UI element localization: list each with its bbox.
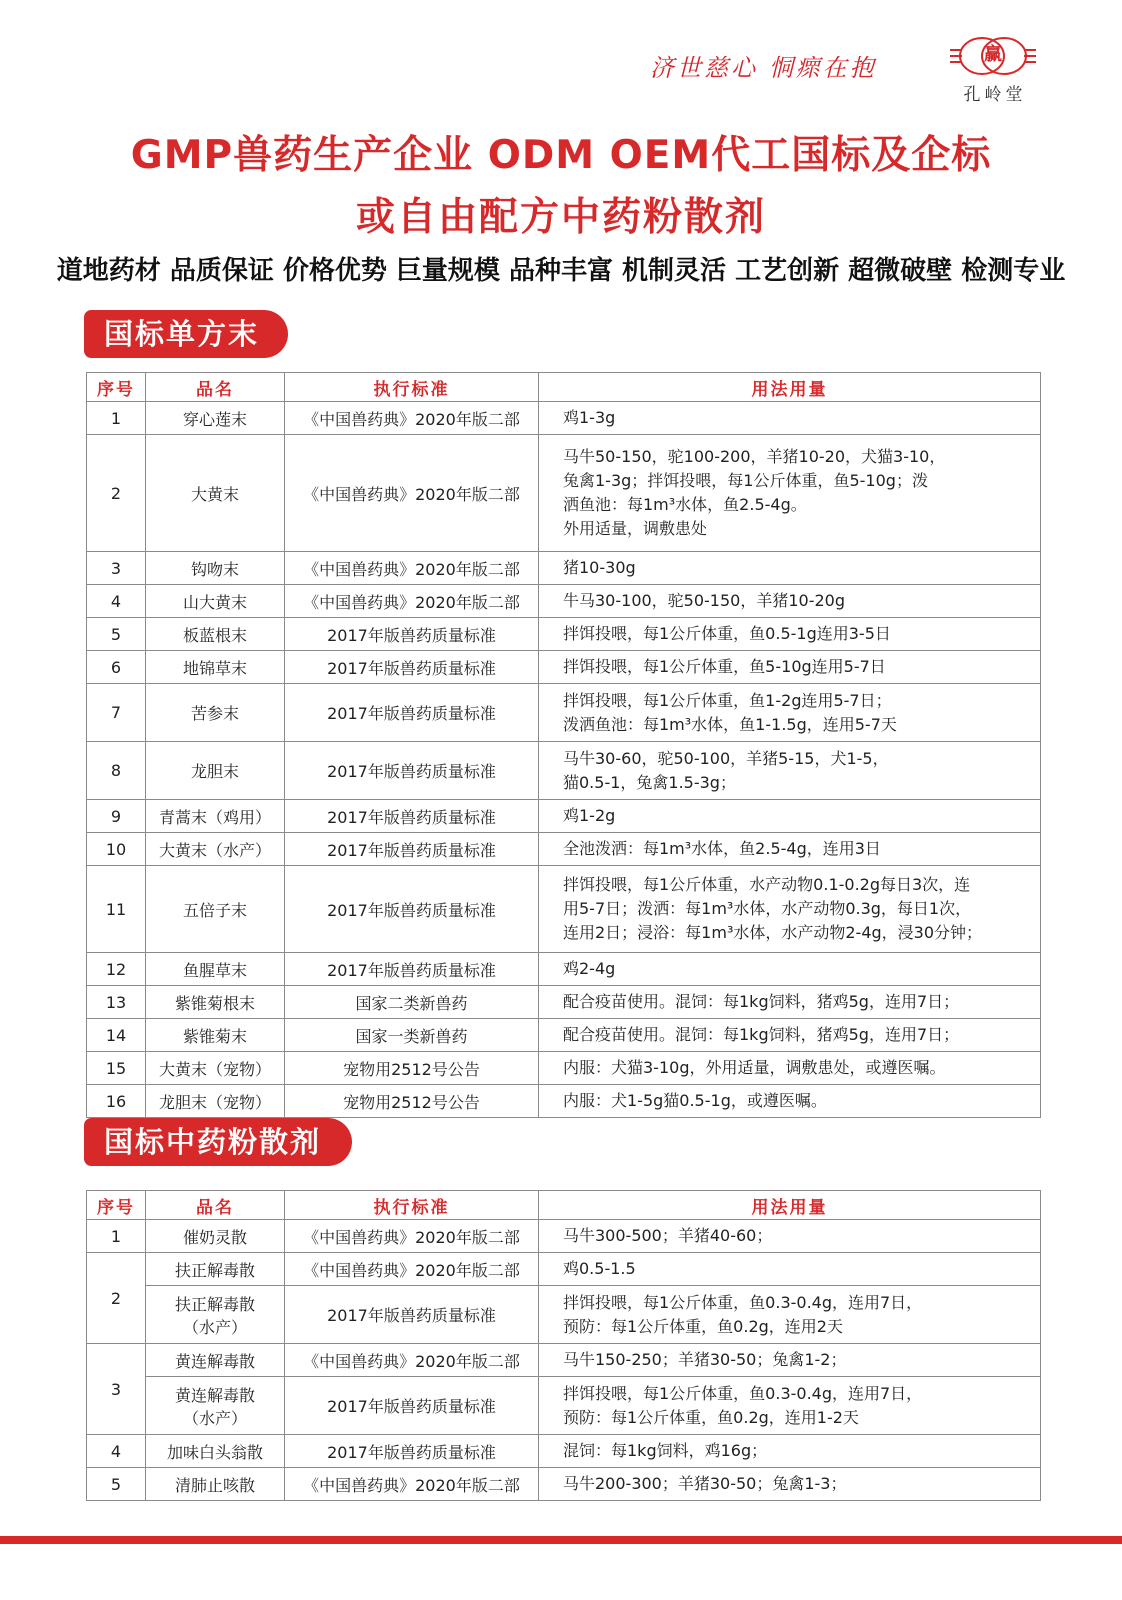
cell-standard: 2017年版兽药质量标准 [285, 833, 539, 866]
cell-name: 加味白头翁散 [146, 1435, 285, 1468]
cell-usage: 鸡2-4g [539, 953, 1041, 986]
cell-standard: 国家一类新兽药 [285, 1019, 539, 1052]
cell-usage: 马牛300-500；羊猪40-60； [539, 1220, 1041, 1253]
cell-no: 6 [87, 651, 146, 684]
table-row [87, 866, 1041, 953]
cell-name: 龙胆末（宠物） [146, 1085, 285, 1118]
cell-no: 4 [87, 1435, 146, 1468]
cell-usage: 马牛200-300；羊猪30-50；兔禽1-3； [539, 1468, 1041, 1501]
cell-name: 穿心莲末 [146, 402, 285, 435]
cell-no: 4 [87, 585, 146, 618]
brand-logo [948, 34, 1038, 110]
column-header-usage: 用法用量 [539, 1191, 1041, 1220]
table-row [87, 1286, 1041, 1344]
table-row [87, 435, 1041, 552]
table-row [87, 742, 1041, 800]
cell-name: 黄连解毒散 [146, 1344, 285, 1377]
feature-tagline: 道地药材 品质保证 价格优势 巨量规模 品种丰富 机制灵活 工艺创新 超微破壁 检测专业 [56, 256, 1066, 286]
logo-brand-name: 孔岭堂 [963, 85, 1027, 105]
bottom-accent-bar [0, 1536, 1122, 1544]
cell-usage: 鸡1-3g [539, 402, 1041, 435]
cell-usage: 拌饵投喂，每1公斤体重，鱼0.3-0.4g，连用7日， 预防：每1公斤体重，鱼0.2g，连用2天 [539, 1286, 1041, 1344]
cell-no: 5 [87, 618, 146, 651]
cell-standard: 《中国兽药典》2020年版二部 [285, 552, 539, 585]
cell-name: 青蒿末（鸡用） [146, 800, 285, 833]
cell-no: 5 [87, 1468, 146, 1501]
cell-no: 2 [87, 1253, 146, 1344]
cell-name: 清肺止咳散 [146, 1468, 285, 1501]
cell-usage: 马牛150-250；羊猪30-50；兔禽1-2； [539, 1344, 1041, 1377]
cell-usage: 拌饵投喂，每1公斤体重，水产动物0.1-0.2g每日3次，连 用5-7日；泼洒：每1m³水体，水产动物0.3g，每日1次， 连用2日；浸浴：每1m³水体，水产动物2-4g，浸30分钟； [539, 866, 1041, 953]
cell-name: 紫锥菊根末 [146, 986, 285, 1019]
cell-no: 7 [87, 684, 146, 742]
cell-no: 13 [87, 986, 146, 1019]
cell-no: 1 [87, 402, 146, 435]
cell-usage: 混饲：每1kg饲料，鸡16g； [539, 1435, 1041, 1468]
cell-standard: 2017年版兽药质量标准 [285, 800, 539, 833]
cell-name: 地锦草末 [146, 651, 285, 684]
column-header-standard: 执行标准 [285, 1191, 539, 1220]
column-header-no: 序号 [87, 1191, 146, 1220]
cell-standard: 《中国兽药典》2020年版二部 [285, 1253, 539, 1286]
cell-standard: 2017年版兽药质量标准 [285, 1286, 539, 1344]
main-title-line-1: GMP兽药生产企业 ODM OEM代工国标及企标 [130, 133, 992, 178]
table-row [87, 1253, 1041, 1286]
cell-standard: 《中国兽药典》2020年版二部 [285, 585, 539, 618]
cell-standard: 2017年版兽药质量标准 [285, 651, 539, 684]
table-row [87, 1019, 1041, 1052]
table-row [87, 1085, 1041, 1118]
cell-name: 板蓝根末 [146, 618, 285, 651]
cell-usage: 全池泼洒：每1m³水体，鱼2.5-4g，连用3日 [539, 833, 1041, 866]
cell-name: 扶正解毒散 （水产） [146, 1286, 285, 1344]
table-row [87, 800, 1041, 833]
table-row [87, 1468, 1041, 1501]
cell-name: 黄连解毒散 （水产） [146, 1377, 285, 1435]
cell-usage: 马牛50-150，驼100-200，羊猪10-20，犬猫3-10， 兔禽1-3g；拌饵投喂，每1公斤体重，鱼5-10g；泼 洒鱼池：每1m³水体，鱼2.5-4g。 外用适量，调敷患处 [539, 435, 1041, 552]
table-row [87, 1052, 1041, 1085]
cell-no: 16 [87, 1085, 146, 1118]
single-powder-table [86, 372, 1041, 1118]
cell-name: 大黄末 [146, 435, 285, 552]
cell-usage: 猪10-30g [539, 552, 1041, 585]
cell-no: 15 [87, 1052, 146, 1085]
column-header-name: 品名 [146, 1191, 285, 1220]
table-header-row [87, 373, 1041, 402]
table-row [87, 684, 1041, 742]
cell-usage: 鸡1-2g [539, 800, 1041, 833]
cell-no: 2 [87, 435, 146, 552]
section-heading-single-powder: 国标单方末 [84, 310, 288, 358]
table-header-row [87, 1191, 1041, 1220]
slogan: 济世慈心 恫瘝在抱 [650, 54, 877, 82]
cell-standard: 2017年版兽药质量标准 [285, 866, 539, 953]
cell-standard: 《中国兽药典》2020年版二部 [285, 1468, 539, 1501]
cell-standard: 国家二类新兽药 [285, 986, 539, 1019]
logo-mark-char: 赢 [984, 44, 1002, 65]
cell-name: 山大黄末 [146, 585, 285, 618]
table-row [87, 1435, 1041, 1468]
cell-standard: 《中国兽药典》2020年版二部 [285, 1344, 539, 1377]
cell-name: 龙胆末 [146, 742, 285, 800]
cell-name: 苦参末 [146, 684, 285, 742]
cell-usage: 拌饵投喂，每1公斤体重，鱼0.5-1g连用3-5日 [539, 618, 1041, 651]
cell-usage: 马牛30-60，驼50-100，羊猪5-15，犬1-5， 猫0.5-1，兔禽1.5-3g； [539, 742, 1041, 800]
main-title-line-2: 或自由配方中药粉散剂 [355, 195, 766, 240]
cell-no: 8 [87, 742, 146, 800]
cell-standard: 宠物用2512号公告 [285, 1085, 539, 1118]
column-header-name: 品名 [146, 373, 285, 402]
cell-name: 鱼腥草末 [146, 953, 285, 986]
cell-standard: 2017年版兽药质量标准 [285, 953, 539, 986]
cell-no: 11 [87, 866, 146, 953]
table-row [87, 1377, 1041, 1435]
table-row [87, 953, 1041, 986]
column-header-usage: 用法用量 [539, 373, 1041, 402]
compound-powder-table [86, 1190, 1041, 1501]
table-row [87, 651, 1041, 684]
table-row [87, 402, 1041, 435]
table-row [87, 618, 1041, 651]
cell-usage: 拌饵投喂，每1公斤体重，鱼1-2g连用5-7日； 泼洒鱼池：每1m³水体，鱼1-1.5g，连用5-7天 [539, 684, 1041, 742]
cell-usage: 拌饵投喂，每1公斤体重，鱼5-10g连用5-7日 [539, 651, 1041, 684]
cell-name: 紫锥菊末 [146, 1019, 285, 1052]
cell-usage: 配合疫苗使用。混饲：每1kg饲料，猪鸡5g，连用7日； [539, 1019, 1041, 1052]
cell-standard: 《中国兽药典》2020年版二部 [285, 1220, 539, 1253]
cell-no: 9 [87, 800, 146, 833]
table-row [87, 1220, 1041, 1253]
table-row [87, 833, 1041, 866]
cell-no: 3 [87, 1344, 146, 1435]
cell-usage: 配合疫苗使用。混饲：每1kg饲料，猪鸡5g，连用7日； [539, 986, 1041, 1019]
cell-no: 12 [87, 953, 146, 986]
cell-standard: 宠物用2512号公告 [285, 1052, 539, 1085]
cell-standard: 2017年版兽药质量标准 [285, 1377, 539, 1435]
cell-name: 五倍子末 [146, 866, 285, 953]
cell-usage: 内服：犬1-5g猫0.5-1g，或遵医嘱。 [539, 1085, 1041, 1118]
column-header-standard: 执行标准 [285, 373, 539, 402]
cell-name: 大黄末（水产） [146, 833, 285, 866]
cell-name: 钩吻末 [146, 552, 285, 585]
cell-usage: 内服：犬猫3-10g，外用适量，调敷患处，或遵医嘱。 [539, 1052, 1041, 1085]
cell-standard: 《中国兽药典》2020年版二部 [285, 435, 539, 552]
cell-standard: 2017年版兽药质量标准 [285, 684, 539, 742]
cell-name: 大黄末（宠物） [146, 1052, 285, 1085]
cell-usage: 牛马30-100，驼50-150，羊猪10-20g [539, 585, 1041, 618]
table-row [87, 986, 1041, 1019]
column-header-no: 序号 [87, 373, 146, 402]
cell-standard: 2017年版兽药质量标准 [285, 1435, 539, 1468]
cell-no: 3 [87, 552, 146, 585]
cell-no: 14 [87, 1019, 146, 1052]
cell-no: 10 [87, 833, 146, 866]
cell-name: 扶正解毒散 [146, 1253, 285, 1286]
cell-standard: 2017年版兽药质量标准 [285, 742, 539, 800]
table-row [87, 1344, 1041, 1377]
table-row [87, 585, 1041, 618]
section-heading-compound-powder: 国标中药粉散剂 [84, 1118, 352, 1166]
cell-usage: 拌饵投喂，每1公斤体重，鱼0.3-0.4g，连用7日， 预防：每1公斤体重，鱼0.2g，连用1-2天 [539, 1377, 1041, 1435]
cell-no: 1 [87, 1220, 146, 1253]
cell-standard: 《中国兽药典》2020年版二部 [285, 402, 539, 435]
table-row [87, 552, 1041, 585]
cell-name: 催奶灵散 [146, 1220, 285, 1253]
cell-usage: 鸡0.5-1.5 [539, 1253, 1041, 1286]
cell-standard: 2017年版兽药质量标准 [285, 618, 539, 651]
